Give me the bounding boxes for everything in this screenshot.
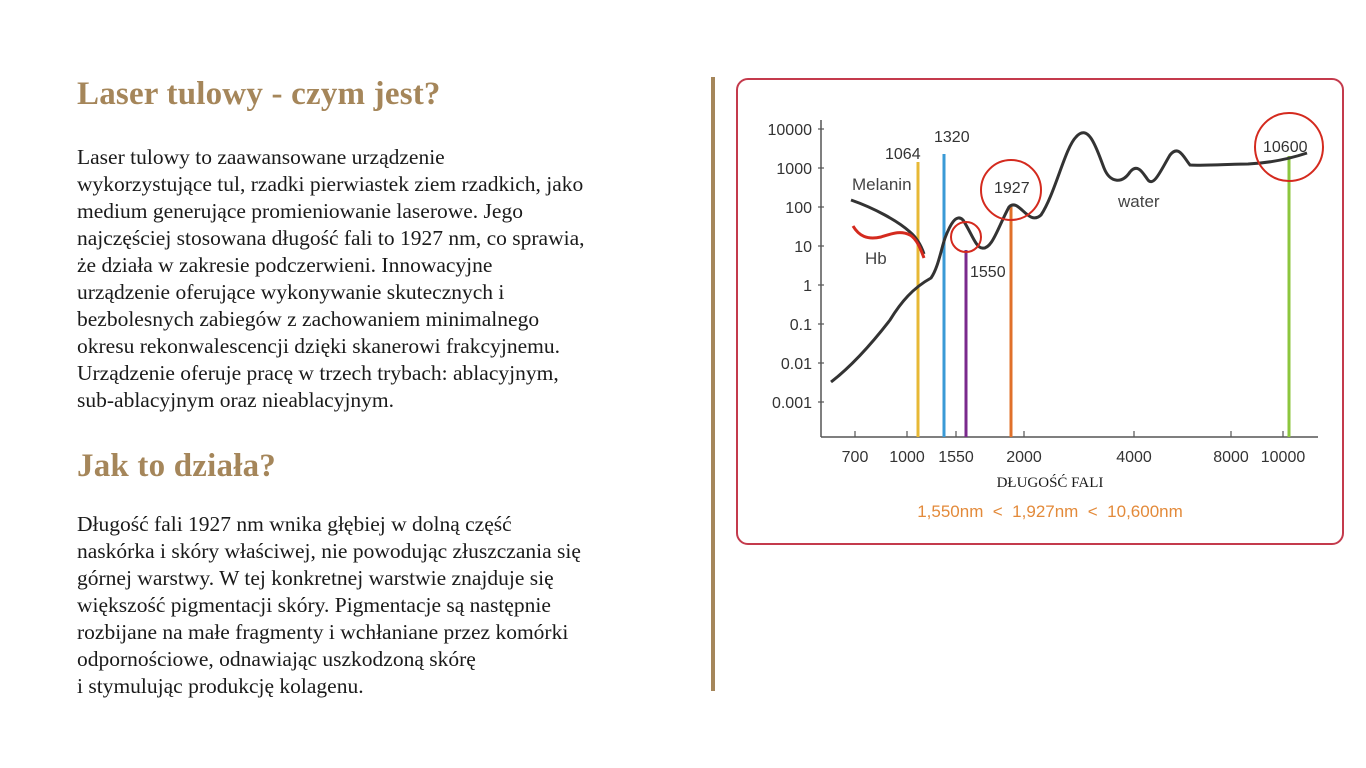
intro-line: że działa w zakresie podczerwieni. Innowacyjne bbox=[77, 253, 493, 277]
y-ticks bbox=[768, 122, 825, 412]
y-tick-label: 10000 bbox=[767, 122, 812, 139]
chart-frame bbox=[736, 78, 1344, 545]
series-label-hb: Hb bbox=[865, 249, 887, 268]
how-it-works-line: Długość fali 1927 nm wnika głębiej w dolną część bbox=[77, 512, 512, 536]
y-tick-label: 1 bbox=[803, 278, 812, 295]
x-tick-label: 10000 bbox=[1260, 449, 1306, 466]
intro-line: medium generujące promieniowanie laserowe. Jego bbox=[77, 199, 523, 223]
how-it-works-line: większość pigmentacji skóry. Pigmentacje są następnie bbox=[77, 593, 551, 617]
series-label-water: water bbox=[1118, 192, 1160, 211]
wavelength-comparison-annotation: 1,550nm < 1,927nm < 10,600nm bbox=[917, 502, 1183, 521]
how-it-works-line: odpornościowe, odnawiając uszkodzoną skórę bbox=[77, 647, 476, 671]
hb-curve bbox=[853, 226, 924, 258]
x-tick-label: 4000 bbox=[1116, 449, 1152, 466]
section-title-what-is: Laser tulowy - czym jest? bbox=[77, 76, 441, 112]
x-tick-label: 2000 bbox=[1006, 449, 1042, 466]
how-it-works-line: rozbijane na małe fragmenty i wchłaniane przez komórki bbox=[77, 620, 569, 644]
marker-label-1927: 1927 bbox=[994, 180, 1030, 197]
x-axis-label: DŁUGOŚĆ FALI bbox=[996, 475, 1104, 491]
y-tick-label: 0.1 bbox=[789, 317, 812, 334]
series-label-melanin: Melanin bbox=[852, 175, 912, 194]
melanin-curve bbox=[851, 200, 924, 254]
how-it-works-line: naskórka i skóry właściwej, nie powodując złuszczania się bbox=[77, 539, 581, 563]
how-it-works-line: i stymulując produkcję kolagenu. bbox=[77, 674, 364, 698]
x-tick-label: 700 bbox=[841, 449, 869, 466]
marker-label-1320: 1320 bbox=[934, 129, 970, 146]
intro-line: okresu rekonwalescencji dzięki skanerowi frakcyjnemu. bbox=[77, 334, 560, 358]
chart-axes bbox=[821, 120, 1318, 437]
y-tick-label: 10 bbox=[794, 239, 812, 256]
how-it-works-paragraph bbox=[77, 511, 687, 700]
intro-paragraph bbox=[77, 144, 687, 414]
x-tick-label: 8000 bbox=[1213, 449, 1249, 466]
intro-line: bezbolesnych zabiegów z zachowaniem minimalnego bbox=[77, 307, 540, 331]
x-tick-label: 1000 bbox=[889, 449, 925, 466]
vertical-divider bbox=[711, 77, 715, 691]
intro-line: Laser tulowy to zaawansowane urządzenie bbox=[77, 145, 445, 169]
y-tick-label: 0.001 bbox=[771, 395, 812, 412]
y-tick-label: 1000 bbox=[776, 161, 812, 178]
y-tick-label: 0.01 bbox=[780, 356, 812, 373]
section-title-how-it-works: Jak to działa? bbox=[77, 448, 276, 484]
intro-line: najczęściej stosowana długość fali to 1927 nm, co sprawia, bbox=[77, 226, 585, 250]
y-tick-label: 100 bbox=[785, 200, 812, 217]
intro-line: wykorzystujące tul, rzadki pierwiastek ziem rzadkich, jako bbox=[77, 172, 584, 196]
absorption-chart bbox=[738, 80, 1342, 543]
water-curve bbox=[831, 133, 1307, 382]
intro-line: sub-ablacyjnym oraz nieablacyjnym. bbox=[77, 388, 395, 412]
marker-label-1064: 1064 bbox=[885, 146, 921, 163]
how-it-works-line: górnej warstwy. W tej konkretnej warstwie znajduje się bbox=[77, 566, 554, 590]
marker-label-10600: 10600 bbox=[1263, 139, 1308, 156]
intro-line: urządzenie oferujące wykonywanie skutecznych i bbox=[77, 280, 505, 304]
intro-line: Urządzenie oferuje pracę w trzech trybach: ablacyjnym, bbox=[77, 361, 559, 385]
x-tick-label: 1550 bbox=[938, 449, 974, 466]
marker-label-1550: 1550 bbox=[970, 264, 1006, 281]
